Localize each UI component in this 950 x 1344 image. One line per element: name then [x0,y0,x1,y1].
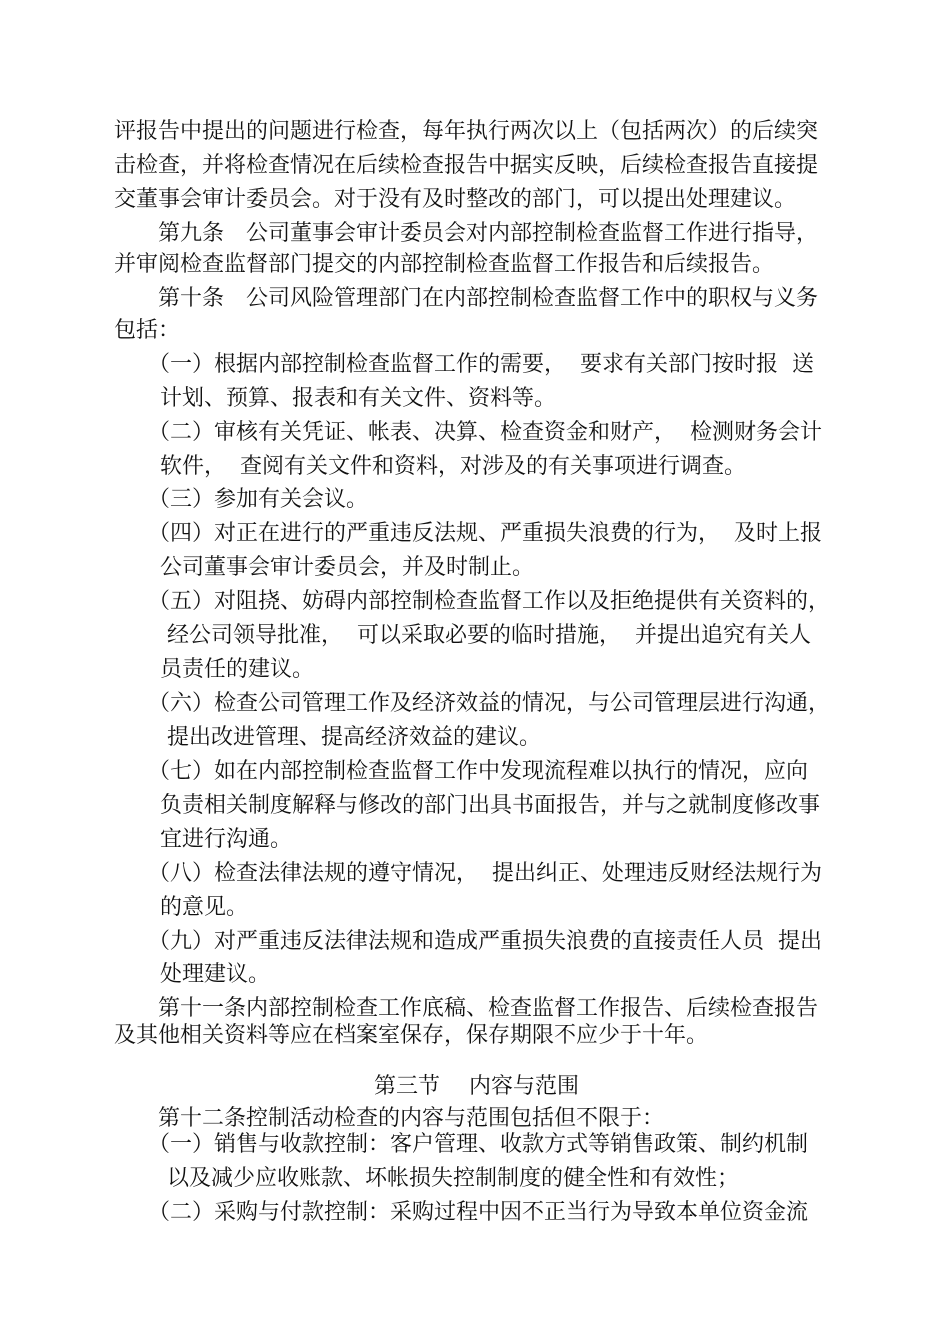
text-line: 软件， 查阅有关文件和资料，对涉及的有关事项进行调查。 [160,454,746,479]
list-item: （二）审核有关凭证、帐表、决算、检查资金和财产， 检测财务会计 [148,420,822,445]
text-line: 宜进行沟通。 [160,827,293,852]
section-heading: 第三节 内容与范围 [374,1074,579,1099]
article-9-heading: 第九条 公司董事会审计委员会对内部控制检查监督工作进行指导， [158,221,819,246]
text-line: 公司董事会审计委员会，并及时制止。 [160,555,535,580]
text-line: 处理建议。 [160,962,271,987]
text-line: 交董事会审计委员会。对于没有及时整改的部门，可以提出处理建议。 [114,187,797,212]
text-line: 并审阅检查监督部门提交的内部控制检查监督工作报告和后续报告。 [114,252,775,277]
text-line: 击检查，并将检查情况在后续检查报告中据实反映，后续检查报告直接提 [114,153,819,178]
text-line: 经公司领导批准， 可以采取必要的临时措施， 并提出追究有关人 [160,623,811,648]
text-line: 评报告中提出的问题进行检查，每年执行两次以上（包括两次）的后续突 [114,119,819,144]
list-item: （九）对严重违反法律法规和造成严重损失浪费的直接责任人员 提出 [148,929,822,954]
list-item: （七）如在内部控制检查监督工作中发现流程难以执行的情况，应向 [148,759,809,784]
article-10-heading: 第十条 公司风险管理部门在内部控制检查监督工作中的职权与义务 [158,286,819,311]
text-line: 提出改进管理、提高经济效益的建议。 [160,725,541,750]
list-item: （六）检查公司管理工作及经济效益的情况，与公司管理层进行沟通， [148,691,831,716]
text-line: 及其他相关资料等应在档案室保存，保存期限不应少于十年。 [114,1023,709,1048]
article-11-heading: 第十一条内部控制检查工作底稿、检查监督工作报告、后续检查报告 [158,996,819,1021]
text-line: 负责相关制度解释与修改的部门出具书面报告，并与之就制度修改事 [160,793,821,818]
list-item: （一）根据内部控制检查监督工作的需要， 要求有关部门按时报 送 [148,352,814,377]
text-line: 以及减少应收账款、坏帐损失控制制度的健全性和有效性； [160,1166,739,1191]
list-item: （八）检查法律法规的遵守情况， 提出纠正、处理违反财经法规行为 [148,861,822,886]
text-line: 计划、预算、报表和有关文件、资料等。 [160,386,557,411]
list-item: （四）对正在进行的严重违反法规、严重损失浪费的行为， 及时上报 [148,521,822,546]
list-item: （一）销售与收款控制：客户管理、收款方式等销售政策、制约机制 [148,1132,809,1157]
text-line: 员责任的建议。 [160,657,315,682]
text-line: 包括： [114,318,181,343]
list-item: （三）参加有关会议。 [148,487,369,512]
list-item: （二）采购与付款控制：采购过程中因不正当行为导致本单位资金流 [148,1200,809,1225]
list-item: （五）对阻挠、妨碍内部控制检查监督工作以及拒绝提供有关资料的， [148,589,831,614]
article-12-heading: 第十二条控制活动检查的内容与范围包括但不限于： [158,1106,665,1131]
text-line: 的意见。 [160,895,249,920]
